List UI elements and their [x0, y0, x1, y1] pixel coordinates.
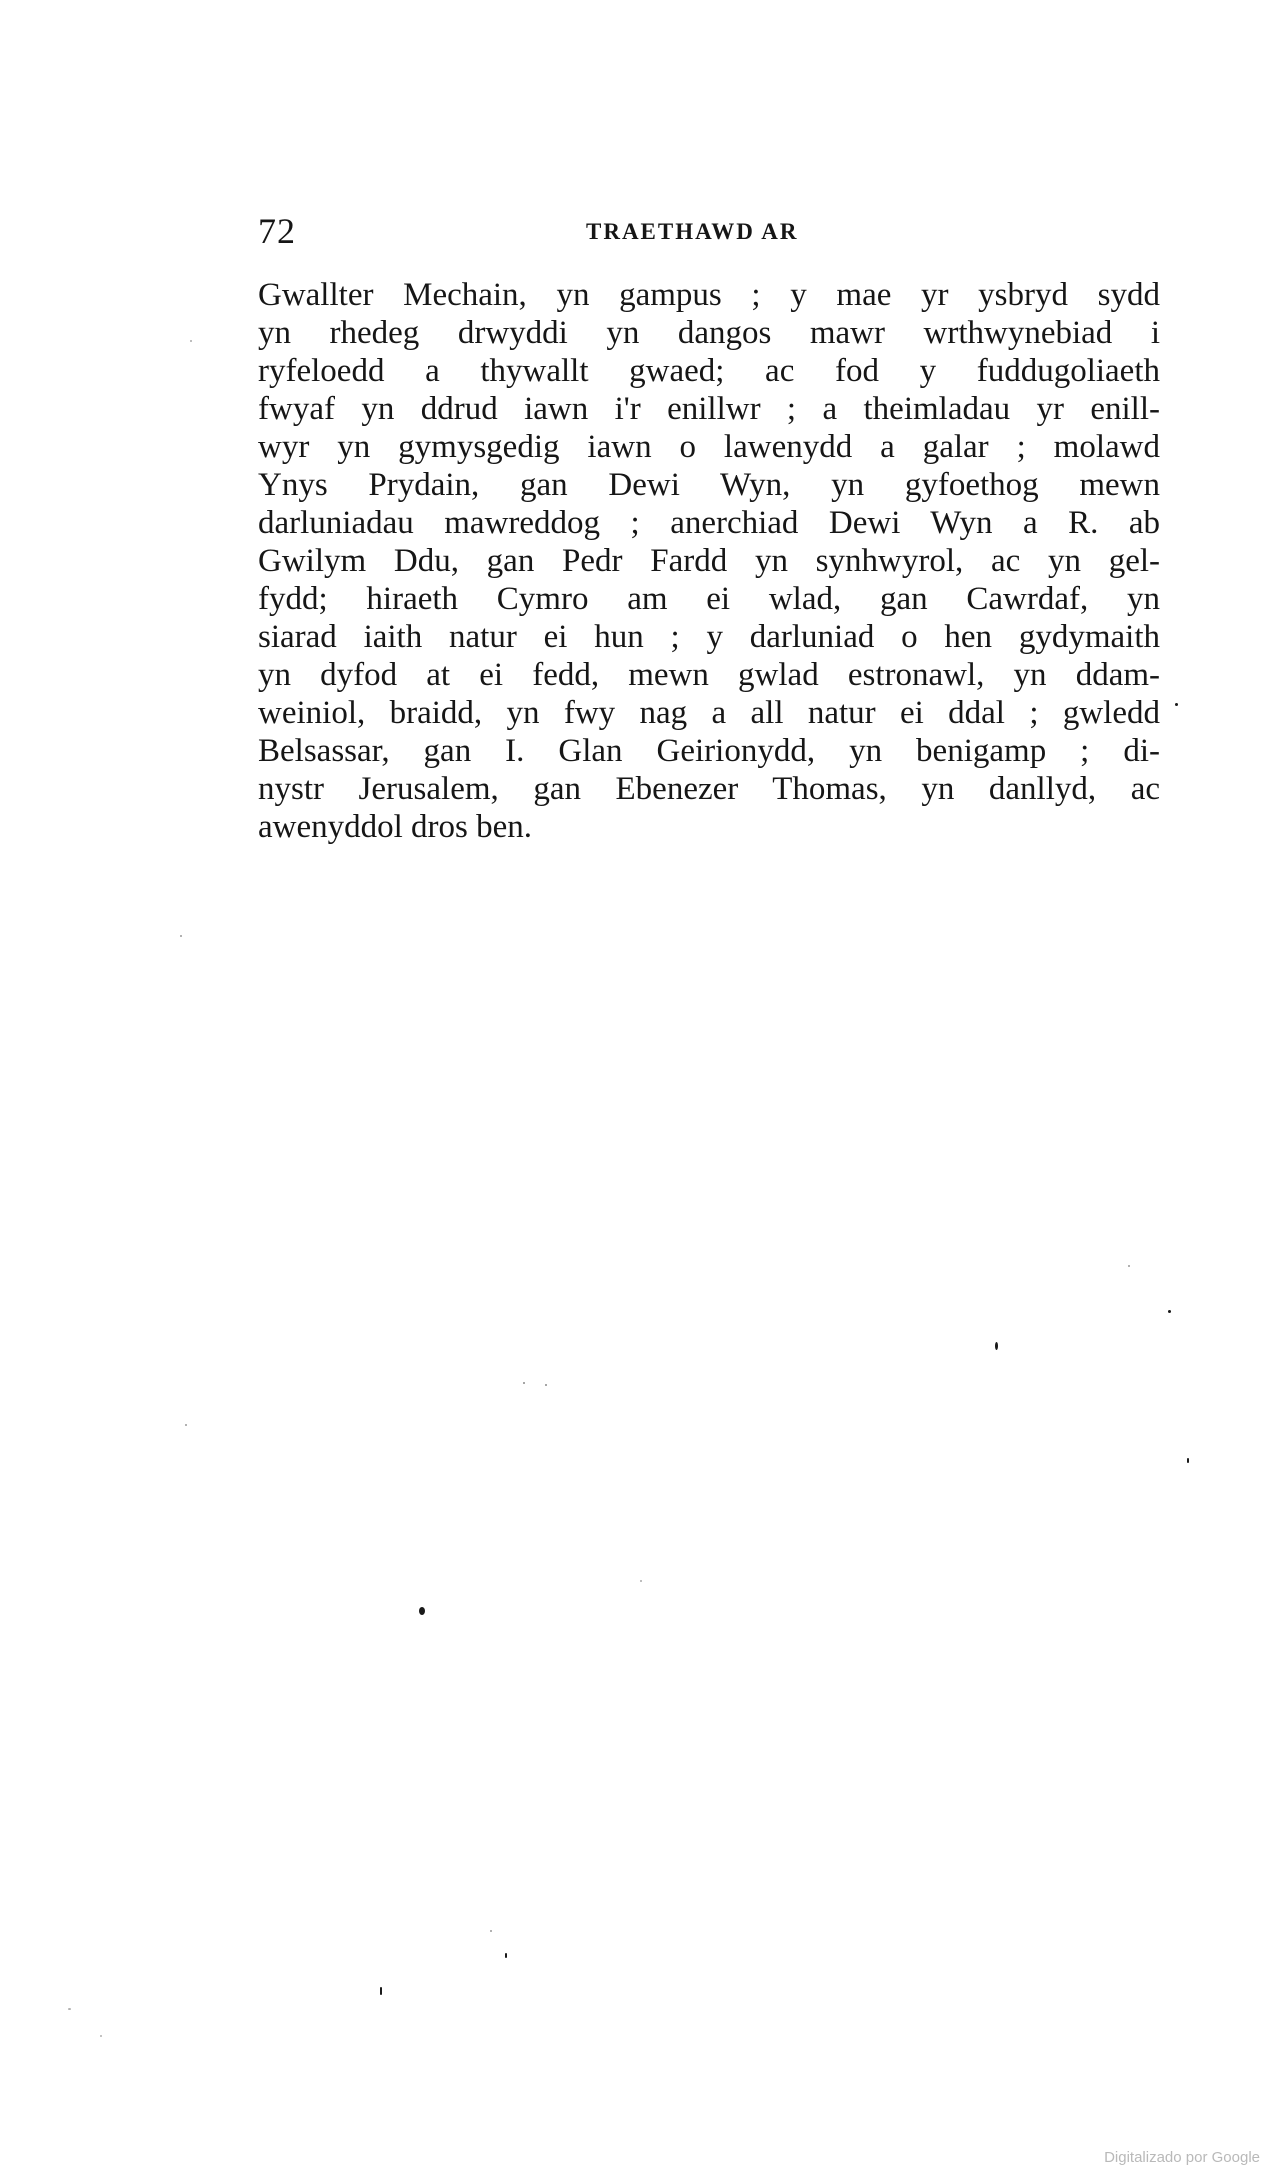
text-line: yn dyfod at ei fedd, mewn gwlad estronawl, yn ddam- — [258, 657, 1160, 693]
text-line: yn rhedeg drwyddi yn dangos mawr wrthwynebiad i — [258, 315, 1160, 351]
scan-speck — [523, 1382, 525, 1384]
scan-speck — [1168, 1310, 1171, 1313]
text-line: nystr Jerusalem, gan Ebenezer Thomas, yn danllyd, ac — [258, 771, 1160, 807]
page-number: 72 — [258, 211, 296, 251]
text-line: siarad iaith natur ei hun ; y darluniad o hen gydymaith — [258, 619, 1160, 655]
text-line: darluniadau mawreddog ; anerchiad Dewi Wyn a R. ab — [258, 505, 1160, 541]
text-line: weiniol, braidd, yn fwy nag a all natur ei ddal ; gwledd — [258, 695, 1160, 731]
scan-speck — [545, 1384, 547, 1386]
text-line: Gwallter Mechain, yn gampus ; y mae yr ysbryd sydd — [258, 277, 1160, 313]
text-line: awenyddol dros ben. — [258, 809, 533, 845]
scan-speck — [490, 1930, 492, 1932]
scan-speck — [190, 340, 192, 342]
scan-speck — [1187, 1458, 1189, 1463]
text-line: Gwilym Ddu, gan Pedr Fardd yn synhwyrol, ac yn gel- — [258, 543, 1160, 579]
text-line: fydd; hiraeth Cymro am ei wlad, gan Cawrdaf, yn — [258, 581, 1160, 617]
scan-speck — [180, 935, 182, 937]
scan-speck — [1175, 703, 1178, 706]
body-paragraph — [258, 276, 1160, 846]
text-line: Ynys Prydain, gan Dewi Wyn, yn gyfoethog mewn — [258, 467, 1160, 503]
text-line: ryfeloedd a thywallt gwaed; ac fod y fuddugoliaeth — [258, 353, 1160, 389]
running-title: TRAETHAWD AR — [586, 219, 799, 244]
text-line: fwyaf yn ddrud iawn i'r enillwr ; a theimladau yr enill- — [258, 391, 1160, 427]
scan-speck — [68, 2008, 71, 2010]
scan-speck — [100, 2035, 102, 2037]
scan-speck — [419, 1607, 425, 1615]
scan-speck — [505, 1953, 507, 1958]
scan-speck — [995, 1342, 998, 1350]
scan-speck — [185, 1424, 187, 1426]
page-header — [258, 206, 1158, 256]
scan-speck — [1128, 1265, 1130, 1267]
text-line: Belsassar, gan I. Glan Geirionydd, yn benigamp ; di- — [258, 733, 1160, 769]
scan-speck — [640, 1580, 642, 1582]
scan-speck — [380, 1987, 382, 1995]
digitization-watermark: Digitalizado por Google — [1104, 2149, 1260, 2166]
text-line: wyr yn gymysgedig iawn o lawenydd a galar ; molawd — [258, 429, 1160, 465]
